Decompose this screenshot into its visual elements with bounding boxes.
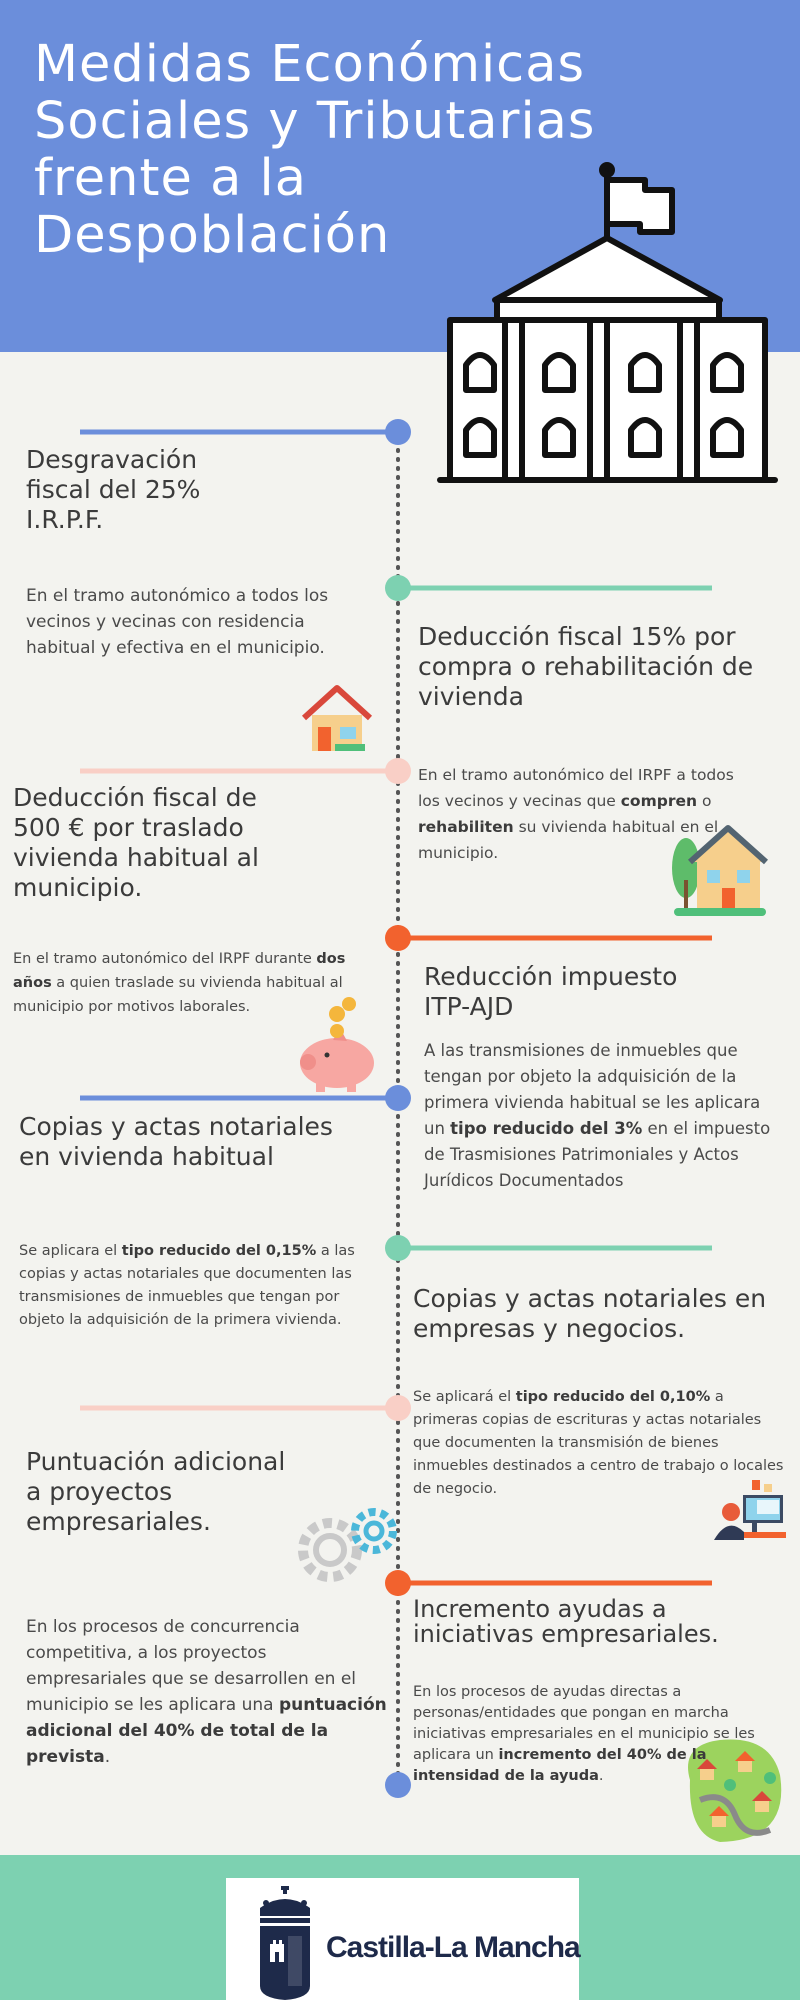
item-8-body	[413, 1682, 791, 1787]
item-7-body-text: .	[104, 1747, 111, 1767]
item-4-body-text: A las transmisiones de inmuebles que tengan por objeto la adquisición de la primera vivienda habitual se les aplicara un	[424, 1041, 761, 1138]
item-2-body-text: o	[697, 792, 712, 810]
item-1-body	[26, 583, 371, 661]
item-8-title: Incremento ayudas a iniciativas empresariales.	[413, 1595, 719, 1648]
item-5-body	[19, 1240, 379, 1332]
item-2-title: Deducción fiscal 15% por compra o rehabilitación de vivienda	[418, 622, 754, 711]
title-line: Medidas Económicas	[34, 35, 586, 94]
item-6-body-bold: tipo reducido del 0,10%	[515, 1389, 711, 1405]
item-2-body-text: En el tramo autonómico del IRPF a todos los vecinos y vecinas que	[418, 766, 734, 810]
item-3-body-bold: dos años	[13, 951, 346, 991]
item-3-body	[13, 947, 368, 1019]
item-2-body	[418, 762, 748, 866]
item-4-body-text: en el impuesto de Trasmisiones Patrimoniales y Actos Jurídicos Documentados	[424, 1119, 771, 1190]
item-7-body-bold: puntuación adicional del 40% de total de la prevista	[26, 1695, 387, 1767]
item-7-title: Puntuación adicional a proyectos empresariales.	[26, 1447, 286, 1536]
item-6-body-text: Se aplicará el	[413, 1389, 516, 1405]
item-4-body	[424, 1038, 784, 1194]
item-3-body-text: En el tramo autonómico del IRPF durante	[13, 951, 317, 967]
timeline-dot-8	[385, 1570, 411, 1596]
item-8-body-bold: incremento del 40% de la intensidad de la ayuda	[413, 1747, 707, 1784]
government-building-icon	[440, 165, 775, 480]
item-5-body-text: Se aplicara el	[19, 1243, 122, 1259]
item-7-body	[26, 1614, 388, 1770]
item-1-title: Desgravación fiscal del 25% I.R.P.F.	[26, 445, 201, 534]
item-4-title: Reducción impuesto ITP-AJD	[424, 962, 678, 1021]
item-2-body-bold: compren	[620, 792, 698, 810]
item-6-body	[413, 1386, 788, 1501]
item-4-body-bold: tipo reducido del 3%	[450, 1119, 643, 1138]
item-5-title: Copias y actas notariales en vivienda habitual	[19, 1112, 333, 1171]
item-5-body-bold: tipo reducido del 0,15%	[121, 1243, 317, 1259]
timeline-dot-4	[385, 925, 411, 951]
gears-icon	[303, 1512, 393, 1577]
title-line: Despoblación	[34, 206, 391, 265]
timeline-dot-1	[385, 419, 411, 445]
item-2-body-bold: rehabiliten	[418, 818, 514, 836]
timeline-dot-7	[385, 1395, 411, 1421]
item-6-title: Copias y actas notariales en empresas y negocios.	[413, 1284, 767, 1343]
timeline-dot-end	[385, 1772, 411, 1798]
item-3-title: Deducción fiscal de 500 € por traslado vivienda habitual al municipio.	[13, 783, 259, 902]
logo-text: Castilla-La Mancha	[326, 1931, 580, 1964]
item-1-body-text: En el tramo autonómico a todos los vecinos y vecinas con residencia habitual y efectiva en el municipio.	[26, 586, 329, 658]
timeline-dot-6	[385, 1235, 411, 1261]
item-3-body-text: a quien traslade su vivienda habitual al municipio por motivos laborales.	[13, 975, 343, 1015]
house-icon	[304, 688, 370, 751]
item-7-body-text: En los procesos de concurrencia competitiva, a los proyectos empresariales que se desarrollen en el municipio se les aplicara una	[26, 1617, 357, 1715]
item-8-body-text: .	[598, 1768, 604, 1784]
item-8-body-text: En los procesos de ayudas directas a personas/entidades que pongan en marcha iniciativas empresariales en el municipio se les aplicara un	[413, 1684, 755, 1763]
footer-logo	[226, 1878, 579, 2000]
item-2-body-text: su vivienda habitual en el municipio.	[418, 818, 719, 862]
title-line: frente a la	[34, 149, 307, 208]
title-line: Sociales y Tributarias	[34, 92, 596, 151]
item-6-body-text: a primeras copias de escrituras y actas notariales que documenten la transmisión de bienes inmuebles destinados a centro de trabajo o locales de negocio.	[413, 1389, 784, 1497]
timeline-dot-2	[385, 575, 411, 601]
item-5-body-text: a las copias y actas notariales que documenten las transmisiones de inmuebles que tengan por objeto la adquisición de la primera vivienda.	[19, 1243, 355, 1328]
timeline-dot-3	[385, 758, 411, 784]
timeline-dot-5	[385, 1085, 411, 1111]
coat-of-arms-icon	[254, 1886, 316, 2000]
